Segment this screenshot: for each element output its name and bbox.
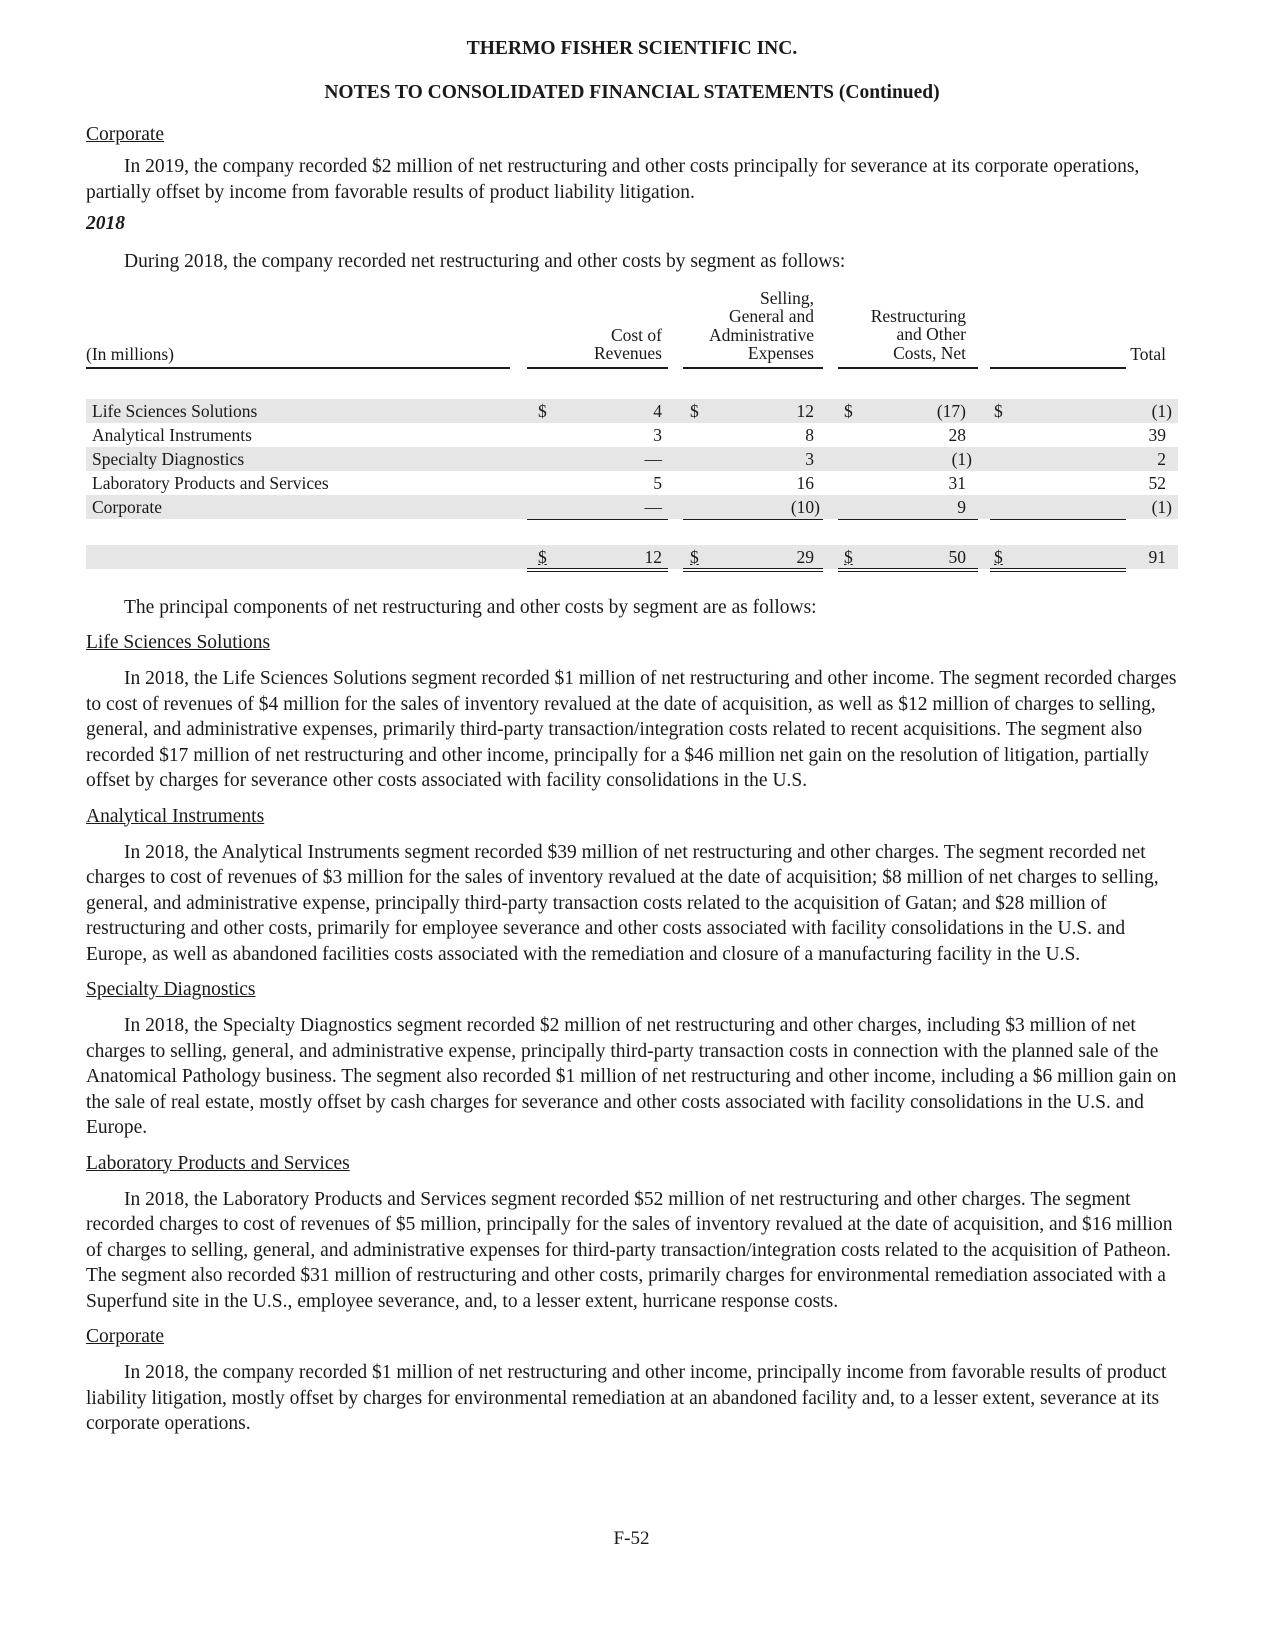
cell-cost-of-revenues: 4 — [653, 400, 662, 421]
total-double-rule — [838, 568, 978, 572]
cell-cost-of-revenues: — — [644, 448, 662, 469]
cell-restructuring-costs: (1) — [951, 448, 972, 469]
cell-restructuring-costs: 28 — [948, 424, 966, 445]
document-page — [86, 34, 1178, 1437]
header-rule — [683, 367, 823, 369]
cell-total: 39 — [1148, 424, 1166, 445]
subtotal-rule — [683, 519, 823, 521]
cell-sga-expenses: 16 — [796, 472, 814, 493]
row-label: Specialty Diagnostics — [92, 448, 245, 469]
section-heading-corporate-2018: Corporate — [86, 1326, 164, 1347]
row-label: Laboratory Products and Services — [92, 472, 329, 493]
paragraph-components-intro: The principal components of net restructuring and other costs by segment are as follows: — [124, 596, 817, 618]
currency-symbol: $ — [844, 546, 853, 567]
year-heading: 2018 — [86, 213, 125, 234]
cell-sga-expenses: 3 — [805, 448, 814, 469]
cell-sga-expenses: 8 — [805, 424, 814, 445]
row-label: Analytical Instruments — [92, 424, 252, 445]
cell-total: 52 — [1148, 472, 1166, 493]
cell-cost-of-revenues: 5 — [653, 472, 662, 493]
paragraph-life-sciences: In 2018, the Life Sciences Solutions segment recorded $1 million of net restructuring and other income. The segment recorded charges to cost of revenues of $4 million for the sales of inventory revalued at the date of acquisition, as well as $12 million of charges to selling, general, and administrative expenses, primarily third-party transaction/integration costs related to recent acquisitions. The segment also recorded $17 million of net restructuring and other income, principally for a $46 million net gain on the resolution of litigation, partially offset by charges for severance other costs associated with facility consolidations in the U.S. — [86, 668, 1177, 791]
table-row-laboratory-products — [86, 471, 1178, 495]
cell-total: (1) — [1151, 496, 1172, 517]
column-header-restructuring-costs: Restructuring and Other Costs, Net — [870, 305, 966, 363]
paragraph-corporate-2019: In 2019, the company recorded $2 million of net restructuring and other costs principally for severance at its corporate operations, partially offset by income from favorable results of product liability litigation. — [86, 156, 1140, 203]
cell-restructuring-costs: 31 — [948, 472, 966, 493]
total-double-rule — [683, 568, 823, 572]
cell-restructuring-costs: 9 — [957, 496, 966, 517]
header-rule — [86, 367, 510, 369]
table-row-specialty-diagnostics — [86, 447, 1178, 471]
header-rule — [527, 367, 668, 369]
cell-total-sga-expenses: 29 — [796, 546, 814, 567]
company-title: THERMO FISHER SCIENTIFIC INC. — [466, 38, 798, 59]
cell-total-restructuring-costs: 50 — [948, 546, 966, 567]
notes-subtitle: NOTES TO CONSOLIDATED FINANCIAL STATEMENTS (Continued) — [324, 82, 940, 103]
paragraph-laboratory-products: In 2018, the Laboratory Products and Services segment recorded $52 million of net restructuring and other charges. The segment recorded charges to cost of revenues of $5 million, principally for the sales of inventory revalued at the date of acquisition, and $16 million of charges to selling, general, and administrative expenses for third-party transaction/integration costs related to the acquisition of Patheon. The segment also recorded $31 million of restructuring and other costs, primarily charges for environmental remediation associated with a Superfund site in the U.S., employee severance, and, to a lesser extent, hurricane response costs. — [86, 1188, 1173, 1312]
cell-total: (1) — [1151, 400, 1172, 421]
paragraph-analytical-instruments: In 2018, the Analytical Instruments segment recorded $39 million of net restructuring and other charges. The segment recorded net charges to cost of revenues of $3 million for the sales of inventory revalued at the date of acquisition; $8 million of net charges to selling, general, and administrative expense, principally third-party transaction costs related to the acquisition of Gatan; and $28 million of restructuring and other costs, primarily for employee severance and other costs associated with facility consolidations in the U.S. and Europe, as well as abandoned facilities costs associated with the remediation and closure of a manufacturing facility in the U.S. — [86, 841, 1159, 965]
column-header-cost-of-revenues: Cost of Revenues — [593, 324, 662, 363]
cell-sga-expenses: 12 — [796, 400, 814, 421]
table-units-label: (In millions) — [86, 343, 174, 364]
section-heading-corporate-2019: Corporate — [86, 124, 164, 145]
cell-total-cost-of-revenues: 12 — [644, 546, 662, 567]
page-number: F-52 — [613, 1528, 650, 1549]
currency-symbol: $ — [690, 400, 699, 421]
column-header-total: Total — [1130, 343, 1166, 364]
subtotal-rule — [527, 519, 668, 521]
currency-symbol: $ — [994, 400, 1003, 421]
table-row-analytical-instruments — [86, 423, 1178, 447]
section-heading-laboratory-products: Laboratory Products and Services — [86, 1152, 350, 1174]
currency-symbol: $ — [538, 400, 547, 421]
cell-cost-of-revenues: 3 — [653, 424, 662, 445]
table-row-total — [86, 545, 1178, 569]
currency-symbol: $ — [844, 400, 853, 421]
subtotal-rule — [838, 519, 978, 521]
header-rule — [838, 367, 978, 369]
cell-restructuring-costs: (17) — [936, 400, 966, 421]
total-double-rule — [527, 568, 668, 572]
currency-symbol: $ — [690, 546, 699, 567]
currency-symbol: $ — [994, 546, 1003, 567]
total-double-rule — [990, 568, 1126, 572]
restructuring-table — [86, 289, 1178, 595]
subtotal-rule — [990, 519, 1126, 521]
cell-total: 2 — [1157, 448, 1166, 469]
cell-cost-of-revenues: — — [644, 496, 662, 517]
paragraph-corporate-2018: In 2018, the company recorded $1 million of net restructuring and other income, principally income from favorable results of product liability litigation, mostly offset by charges for environmental remediation at an abandoned facility and, to a lesser extent, severance at its corporate operations. — [86, 1362, 1167, 1434]
cell-grand-total: 91 — [1148, 546, 1166, 567]
row-label: Corporate — [92, 496, 162, 517]
paragraph-specialty-diagnostics: In 2018, the Specialty Diagnostics segment recorded $2 million of net restructuring and other charges, including $3 million of net charges to selling, general, and administrative expense, principally third-party transaction costs in connection with the planned sale of the Anatomical Pathology business. The segment also recorded $1 million of net restructuring and other income, including a $6 million gain on the sale of real estate, mostly offset by cash charges for severance and other costs associated with facility consolidations in the U.S. and Europe. — [86, 1015, 1177, 1138]
table-row-corporate — [86, 495, 1178, 519]
row-label: Life Sciences Solutions — [92, 400, 258, 421]
column-header-sga-expenses: Selling, General and Administrative Expenses — [709, 287, 814, 363]
table-row-life-sciences — [86, 399, 1178, 423]
paragraph-intro-2018: During 2018, the company recorded net restructuring and other costs by segment as follows: — [124, 251, 846, 272]
section-heading-analytical-instruments: Analytical Instruments — [86, 805, 265, 827]
cell-sga-expenses: (10) — [790, 496, 820, 517]
currency-symbol: $ — [538, 546, 547, 567]
section-heading-life-sciences: Life Sciences Solutions — [86, 632, 271, 653]
header-rule — [990, 367, 1126, 369]
section-heading-specialty-diagnostics: Specialty Diagnostics — [86, 979, 256, 1000]
